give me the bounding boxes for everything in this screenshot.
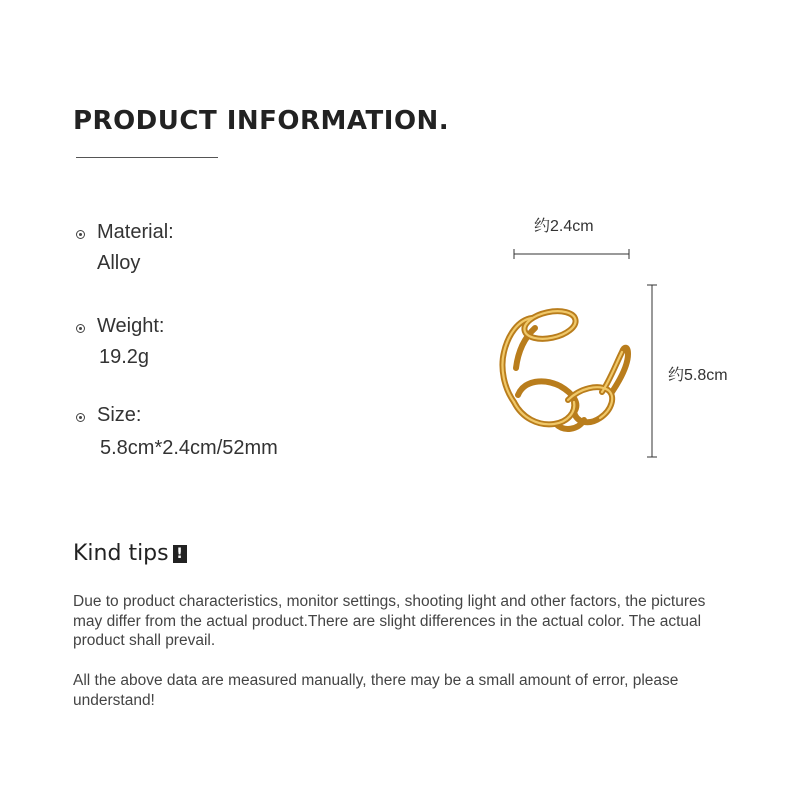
kind-tips-title: Kind tips bbox=[73, 541, 169, 566]
disclaimer-paragraph: Due to product characteristics, monitor settings, shooting light and other factors, the pictures may differ from the actual product.There are slight differences in the actual color. The actual product shall prevail. bbox=[73, 593, 706, 649]
page-title: PRODUCT INFORMATION. bbox=[73, 106, 450, 136]
kind-tips-heading bbox=[73, 541, 187, 566]
bullet-icon bbox=[76, 230, 85, 239]
height-dimension-label: 约5.8cm bbox=[668, 367, 728, 384]
chain-ring-image bbox=[490, 300, 640, 460]
measurement-note-paragraph: All the above data are measured manually, there may be a small amount of error, please understand! bbox=[73, 672, 679, 709]
spec-value: 5.8cm*2.4cm/52mm bbox=[100, 437, 278, 459]
width-dimension-label: 约2.4cm bbox=[534, 218, 594, 235]
spec-value: Alloy bbox=[97, 252, 141, 274]
spec-value: 19.2g bbox=[99, 346, 150, 368]
spec-label: Size: bbox=[97, 404, 142, 426]
height-dimension-line bbox=[644, 282, 660, 462]
bullet-icon bbox=[76, 324, 85, 333]
bullet-icon bbox=[76, 413, 85, 422]
exclamation-box-icon: ! bbox=[173, 545, 187, 563]
width-dimension-line bbox=[510, 246, 634, 262]
spec-label: Weight: bbox=[97, 315, 165, 337]
title-divider bbox=[76, 157, 218, 158]
spec-label: Material: bbox=[97, 221, 174, 243]
